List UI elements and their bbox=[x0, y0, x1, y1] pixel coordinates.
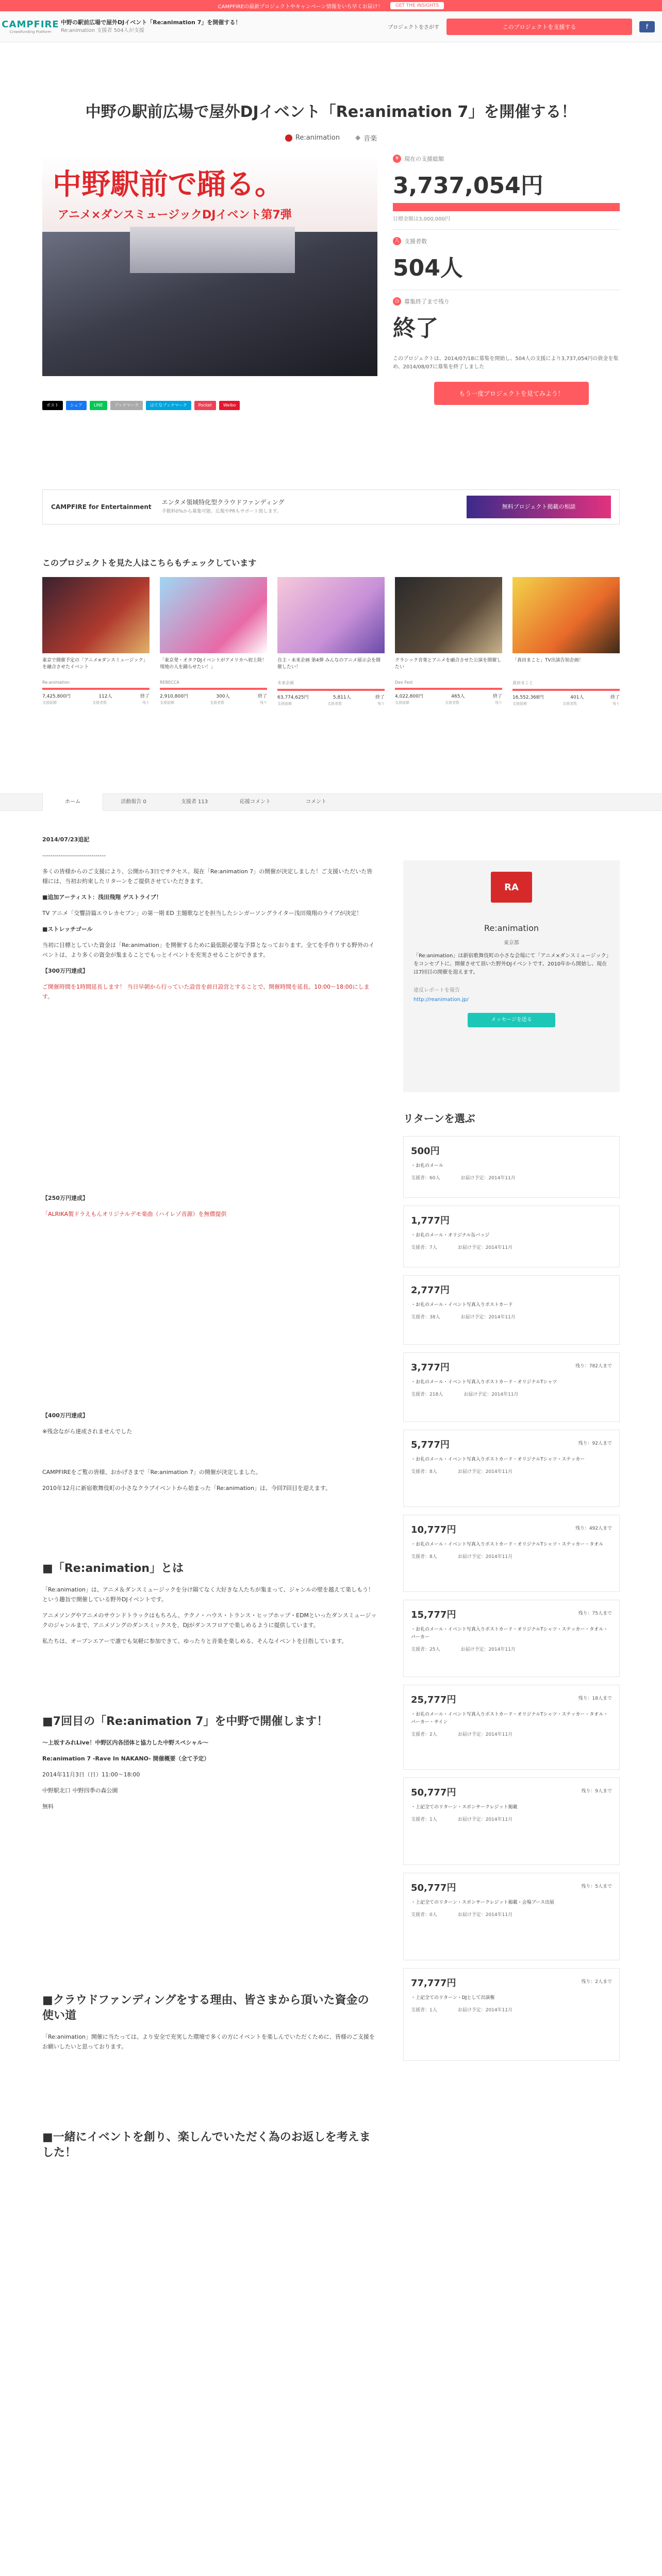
return-delivery: お届け予定：2014年11月 bbox=[457, 1912, 513, 1918]
return-items: ・お礼のメール・イベント写真入りポストカード bbox=[411, 1302, 513, 1308]
return-delivery: お届け予定：2014年11月 bbox=[457, 2008, 513, 2013]
return-meta bbox=[411, 1911, 612, 1918]
report-link[interactable]: 違反レポートを報告 bbox=[413, 988, 460, 993]
remaining-label-text: 募集終了まで残り bbox=[404, 298, 450, 305]
card-labels bbox=[395, 700, 502, 705]
owner-location: 東京都 bbox=[504, 940, 519, 946]
x-share-button[interactable]: ポスト bbox=[42, 401, 63, 410]
project-body bbox=[42, 835, 377, 2169]
card-owner bbox=[160, 680, 267, 685]
return-remaining: 残り：492人まで bbox=[575, 1526, 612, 1531]
banner-left: CAMPFIRE for Entertainment bbox=[51, 503, 152, 511]
body-paragraph: 多くの皆様からのご支援により、公開から3日でサクセス。現在「Re:animation 7」の開催が決定しました！ご支援いただいた皆様には、当初お約束したリターンをご提供させていただきます。 bbox=[42, 868, 373, 885]
card-labels bbox=[160, 700, 267, 705]
return-delivery: お届け予定：2014年11月 bbox=[460, 1315, 516, 1320]
owner-row bbox=[0, 133, 662, 143]
card-backers-label: 支援者数 bbox=[92, 701, 107, 705]
return-remaining: 残り：75人まで bbox=[578, 1611, 612, 1616]
tab-activity[interactable]: 活動報告 0 bbox=[121, 799, 146, 805]
facebook-icon[interactable]: f bbox=[639, 21, 655, 32]
card-amount-label: 支援総額 bbox=[160, 701, 174, 705]
card-nums bbox=[512, 693, 620, 700]
card-owner bbox=[277, 680, 385, 686]
campfire-logo[interactable] bbox=[2, 19, 59, 34]
card-days: 終了 bbox=[375, 695, 385, 700]
card-backers-label: 支援者数 bbox=[445, 701, 459, 705]
return-items: ・上記全てのリターン・スポンサークレジット掲載 bbox=[411, 1805, 518, 1810]
body-image bbox=[42, 1225, 377, 1411]
event-date: 2014年11月3日（日）11:00〜18:00 bbox=[42, 1771, 140, 1778]
card-nums bbox=[160, 692, 267, 699]
card-image bbox=[512, 577, 620, 653]
card-image bbox=[395, 577, 502, 653]
return-remaining: 残り：9人まで bbox=[581, 1789, 612, 1794]
recommend-title: このプロジェクトを見た人はこちらもチェックしています bbox=[42, 558, 257, 568]
body-paragraph: 私たちは、オープンエアーで誰でも気軽に参加できて、ゆったりと音楽を楽しめる、そんなイベントを目指しています。 bbox=[42, 1638, 347, 1645]
return-meta bbox=[411, 1468, 612, 1475]
yen-icon: ¥ bbox=[393, 155, 401, 163]
banner-middle bbox=[162, 498, 456, 516]
body-image bbox=[42, 1652, 377, 1704]
return-backers: 支援者：38人 bbox=[411, 1315, 440, 1320]
card-nums bbox=[395, 692, 502, 699]
return-price: 10,777円 bbox=[411, 1524, 456, 1535]
return-price: 500円 bbox=[411, 1146, 440, 1157]
event-fee: 無料 bbox=[42, 1803, 54, 1810]
amount-label bbox=[393, 155, 620, 163]
return-card[interactable] bbox=[403, 1206, 620, 1267]
backers-label-text: 支援者数 bbox=[404, 238, 427, 245]
card-progress-fill bbox=[395, 688, 502, 690]
card-progress bbox=[277, 689, 385, 691]
campfire-entertainment-banner[interactable] bbox=[42, 489, 620, 524]
card-owner-name: REBECCA bbox=[160, 680, 179, 685]
body-paragraph: TV アニメ「交響詩篇エウレカセブン」の第一期 ED 主題歌などを担当したシンガーソングライター浅田飛翔のライブが決定！ bbox=[42, 910, 362, 917]
return-card[interactable] bbox=[403, 1352, 620, 1422]
return-card[interactable] bbox=[403, 1430, 620, 1507]
page-title: 中野の駅前広場で屋外DJイベント「Re:animation 7」を開催する！ bbox=[85, 103, 577, 121]
card-nums bbox=[277, 693, 385, 700]
return-backers: 支援者：60人 bbox=[411, 1176, 440, 1181]
recommend-grid bbox=[42, 577, 620, 706]
return-price: 1,777円 bbox=[411, 1215, 450, 1226]
card-backers: 401人 bbox=[570, 695, 584, 700]
return-price: 50,777円 bbox=[411, 1883, 456, 1893]
return-price: 3,777円 bbox=[411, 1362, 450, 1373]
banner-middle-title: エンタメ領域特化型クラウドファンディング bbox=[161, 499, 285, 506]
return-meta bbox=[411, 1816, 612, 1822]
return-backers: 支援者：8人 bbox=[411, 1554, 437, 1560]
card-labels bbox=[42, 700, 150, 705]
section-heading: 【250万円達成】 bbox=[42, 1195, 88, 1201]
banner-middle-sub: 手数料0%から募集可能。広報やPRもサポート致します。 bbox=[161, 509, 282, 514]
return-meta bbox=[411, 1391, 612, 1397]
card-owner bbox=[395, 680, 502, 685]
return-card[interactable] bbox=[403, 1136, 620, 1198]
card-backers-label: 支援者数 bbox=[210, 701, 224, 705]
banner-right: 無料プロジェクト掲載の相談 bbox=[467, 496, 611, 518]
amount-value: 3,737,054円 bbox=[393, 173, 543, 199]
body-image bbox=[42, 1499, 377, 1551]
section-title: ■一緒にイベントを創り、楽しんでいただく為のお返しを考えました！ bbox=[42, 2131, 371, 2159]
card-amount-label: 支援総額 bbox=[395, 701, 409, 705]
card-title: 自主・未来企画 第4弾 みんなのアニメ展示会を開催したい！ bbox=[277, 658, 380, 670]
category-name: 音楽 bbox=[363, 135, 377, 143]
card-progress bbox=[42, 688, 150, 690]
return-delivery: お届け予定：2014年11月 bbox=[457, 1732, 513, 1737]
hero-big-text: 中野駅前で踊る。 bbox=[53, 167, 284, 201]
recommend-card[interactable] bbox=[395, 577, 502, 706]
return-delivery: お届け予定：2014年11月 bbox=[464, 1392, 519, 1397]
section-title: ■7回目の「Re:animation 7」を中野で開催します！ bbox=[42, 1715, 328, 1728]
return-delivery: お届け予定：2014年11月 bbox=[457, 1554, 513, 1560]
section-heading: 【300万円達成】 bbox=[42, 968, 88, 974]
return-meta bbox=[411, 1553, 612, 1560]
return-card[interactable] bbox=[403, 1968, 620, 2061]
card-owner bbox=[42, 680, 150, 685]
header-project-title: 中野の駅前広場で屋外DJイベント「Re:animation 7」を開催する！ bbox=[61, 19, 241, 26]
view-project-again-button[interactable]: もう一度プロジェクトを見てみよう！ bbox=[434, 382, 589, 405]
card-image bbox=[277, 577, 385, 653]
card-owner-name: 真田まこと bbox=[512, 681, 533, 685]
card-owner-name: 未来企画 bbox=[277, 681, 294, 685]
recommend-card[interactable] bbox=[160, 577, 267, 706]
facebook-share-button[interactable]: シェア bbox=[66, 401, 87, 410]
card-amount: 4,022,800円 bbox=[395, 694, 423, 699]
body-paragraph: CAMPFIREをご覧の皆様、おかげさまで「Re:animation 7」の開催が決定しました。 bbox=[42, 1469, 261, 1476]
project-tabs bbox=[42, 793, 346, 811]
hero-image bbox=[42, 155, 377, 376]
card-amount-label: 支援総額 bbox=[512, 702, 527, 706]
owner-avatar-icon bbox=[285, 134, 292, 142]
send-message-button[interactable]: メッセージを送る bbox=[468, 1013, 555, 1027]
header-project-sub: Re:animation 支援者 504人が支援 bbox=[61, 27, 144, 33]
section-heading: ■ストレッチゴール bbox=[42, 926, 93, 933]
owner-profile bbox=[403, 860, 620, 1092]
progress-fill bbox=[393, 203, 620, 211]
body-paragraph: 当初に目標としていた資金は「Re:animation」を開催するために最低限必要な予算となっております。全てを手作りする野外のイベントは、より多くの資金が集まることでもっとイベントを充実させることができます。 bbox=[42, 942, 375, 958]
return-delivery: お届け予定：2014年11月 bbox=[460, 1176, 516, 1181]
card-backers: 300人 bbox=[216, 694, 230, 699]
return-backers: 支援者：7人 bbox=[411, 1245, 437, 1250]
owner-logo[interactable]: RA bbox=[491, 872, 532, 903]
return-price: 25,777円 bbox=[411, 1694, 456, 1705]
return-meta bbox=[411, 1313, 612, 1320]
people-icon: 人 bbox=[393, 237, 401, 245]
card-days-label: 残り bbox=[495, 701, 502, 705]
card-amount: 2,910,800円 bbox=[160, 694, 188, 699]
card-amount-label: 支援総額 bbox=[277, 702, 292, 706]
return-remaining: 残り：2人まで bbox=[581, 1979, 612, 1985]
card-amount: 63,774,625円 bbox=[277, 695, 309, 700]
tab-comments[interactable]: コメント bbox=[306, 799, 326, 805]
section-heading: ■追加アーティスト：浅田飛翔 ゲストライブ！ bbox=[42, 894, 162, 901]
divider-line: ------------------------------- bbox=[42, 852, 106, 859]
card-amount-label: 支援総額 bbox=[42, 701, 57, 705]
backers-value: 504人 bbox=[393, 255, 463, 281]
category-link[interactable] bbox=[355, 133, 377, 143]
return-price: 2,777円 bbox=[411, 1285, 450, 1296]
return-card[interactable] bbox=[403, 1275, 620, 1345]
card-owner bbox=[512, 680, 620, 686]
card-backers: 465人 bbox=[451, 694, 465, 699]
return-backers: 支援者：2人 bbox=[411, 1732, 437, 1737]
body-image bbox=[42, 1818, 377, 1982]
card-backers-label: 支援者数 bbox=[327, 702, 342, 706]
search-projects-link[interactable]: プロジェクトをさがす bbox=[388, 25, 439, 30]
logo-mark: CAMPFIRE bbox=[2, 19, 59, 30]
bookmark-button[interactable]: ブックマーク bbox=[110, 401, 143, 410]
return-remaining: 残り：782人まで bbox=[575, 1364, 612, 1369]
card-title: 「東京発・オタクDJイベントがアメリカへ初上陸！現地の人を踊らせたい！」 bbox=[160, 658, 267, 670]
return-card[interactable] bbox=[403, 1600, 620, 1677]
notice-bar bbox=[0, 0, 662, 11]
card-days: 終了 bbox=[140, 694, 150, 699]
logo-sub: Crowdfunding Platform bbox=[9, 30, 52, 34]
return-items: ・お礼のメール・イベント写真入りポストカード・オリジナルTシャツ・ステッカー・タオル bbox=[411, 1542, 604, 1547]
return-backers: 支援者：8人 bbox=[411, 1469, 437, 1475]
card-backers: 112人 bbox=[98, 694, 112, 699]
return-remaining: 残り：92人まで bbox=[578, 1441, 612, 1446]
remaining-label bbox=[393, 297, 620, 306]
body-image bbox=[42, 2058, 377, 2120]
hero-stage bbox=[130, 227, 295, 273]
card-days-label: 残り bbox=[142, 701, 150, 705]
card-owner-name: Dex Fest bbox=[395, 680, 413, 685]
return-delivery: お届け予定：2014年11月 bbox=[457, 1817, 513, 1822]
website-link[interactable]: http://reanimation.jp/ bbox=[413, 997, 469, 1003]
notice-text: CAMPFIREの最新プロジェクトやキャンペーン情報をいち早くお届け！ bbox=[218, 4, 383, 10]
notice-button[interactable]: GET THE INSIGHTS bbox=[390, 2, 444, 9]
update-date: 2014/07/23追記 bbox=[42, 836, 90, 843]
return-card[interactable] bbox=[403, 1873, 620, 1960]
return-delivery: お届け予定：2014年11月 bbox=[460, 1647, 516, 1652]
return-items: ・お礼のメール・オリジナル缶バッジ bbox=[411, 1233, 490, 1238]
card-nums bbox=[42, 692, 150, 699]
body-paragraph: ※残念ながら達成されませんでした bbox=[42, 1428, 133, 1435]
return-items: ・お礼のメール・イベント写真入りポストカード・オリジナルTシャツ・ステッカー bbox=[411, 1457, 585, 1462]
weibo-button[interactable]: Weibo bbox=[219, 401, 240, 410]
card-progress-fill bbox=[277, 689, 385, 691]
card-amount: 16,552,368円 bbox=[512, 695, 544, 700]
return-meta bbox=[411, 1244, 612, 1250]
card-title: 「真田まこと」TV出演告知企画！ bbox=[512, 658, 584, 663]
hatena-button[interactable]: はてなブックマーク bbox=[146, 401, 191, 410]
return-meta bbox=[411, 1731, 612, 1737]
card-image bbox=[42, 577, 150, 653]
recommend-card[interactable] bbox=[277, 577, 385, 706]
return-items: ・上記全てのリターン・DJとして出演権 bbox=[411, 1995, 495, 2001]
return-backers: 支援者：1人 bbox=[411, 1817, 437, 1822]
card-amount: 7,425,800円 bbox=[42, 694, 71, 699]
card-progress bbox=[160, 688, 267, 690]
card-days-label: 残り bbox=[613, 702, 620, 706]
event-name: Re:animation 7 -Rave In NAKANO- 開催概要（全て予定） bbox=[42, 1755, 210, 1762]
owner-description: 「Re:animation」は新宿歌舞伎町の小さな会場にて「アニメ×ダンスミュージック」をコンセプトに、開催させて頂いた野外DJイベントです。2010年から開始し、現在は7回目の開催を迎えます。 bbox=[413, 953, 609, 975]
body-paragraph: 「Re:animation」は、アニメ＆ダンスミュージックを分け隔てなく大好きな人たちが集まって、ジャンルの壁を越えて楽しもう！という趣旨で開催している野外DJイベントです。 bbox=[42, 1586, 374, 1603]
card-days: 終了 bbox=[610, 695, 620, 700]
return-items: ・お礼のメール・イベント写真入りポストカード・オリジナルTシャツ・ステッカー・タオル・パーカー・サイン bbox=[411, 1712, 608, 1725]
return-price: 50,777円 bbox=[411, 1787, 456, 1798]
return-price: 5,777円 bbox=[411, 1439, 450, 1450]
card-progress-fill bbox=[512, 689, 620, 691]
return-meta bbox=[411, 1646, 612, 1652]
return-price: 77,777円 bbox=[411, 1978, 456, 1989]
owner-profile-name[interactable]: Re:animation bbox=[484, 923, 539, 933]
body-paragraph: 「ALRIKA製ドラえもんオリジナルデモ楽曲（ハイレゾ音源）を無償提供 bbox=[42, 1211, 227, 1217]
return-remaining: 残り：18人まで bbox=[578, 1696, 612, 1701]
return-card[interactable] bbox=[403, 1515, 620, 1592]
line-share-button[interactable]: LINE bbox=[90, 401, 107, 410]
owner-link[interactable] bbox=[285, 133, 340, 143]
card-progress bbox=[395, 688, 502, 690]
return-items: ・上記全てのリターン・スポンサークレジット掲載・会場ブース出展 bbox=[411, 1900, 554, 1905]
return-items: ・お礼のメール bbox=[411, 1163, 443, 1168]
card-labels bbox=[277, 701, 385, 706]
clock-icon: ◷ bbox=[393, 297, 401, 306]
card-days-label: 残り bbox=[377, 702, 385, 706]
card-progress-fill bbox=[160, 688, 267, 690]
body-paragraph: アニメソングやアニメのサウンドトラックはもちろん、テクノ・ハウス・トランス・ヒップホップ・EDMといったダンスミュージックのジャンルまで、アニメソングのダンスミックスを、DJがダンスフロアで楽しめるように提供しています。 bbox=[42, 1612, 377, 1629]
section-title: ■「Re:animation」とは bbox=[42, 1562, 184, 1575]
tab-support-comments[interactable]: 応援コメント bbox=[240, 799, 271, 805]
backers-label bbox=[393, 237, 620, 245]
return-meta bbox=[411, 1174, 612, 1181]
card-labels bbox=[512, 701, 620, 706]
section-heading: 【400万円達成】 bbox=[42, 1412, 88, 1419]
progress-bar bbox=[393, 203, 620, 211]
return-items: ・お礼のメール・イベント写真入りポストカード・オリジナルTシャツ bbox=[411, 1380, 557, 1385]
card-title: 東京で開催予定の「アニメ×ダンスミュージック」を融合させたイベント bbox=[42, 658, 148, 670]
section-title: ■クラウドファンディングをする理由、皆さまから頂いた資金の使い道 bbox=[42, 1994, 369, 2022]
body-paragraph: ご開催時間を1時間延長します！ 当日早朝から行っていた設営を前日設営とすることで、開催時間を延長。10:00〜18:00にします。 bbox=[42, 984, 370, 1000]
return-backers: 支援者：25人 bbox=[411, 1647, 440, 1652]
site-header bbox=[0, 11, 662, 42]
card-image bbox=[160, 577, 267, 653]
returns-title: リターンを選ぶ bbox=[403, 1112, 475, 1125]
tab-home[interactable]: ホーム bbox=[42, 793, 103, 811]
header-support-button[interactable]: このプロジェクトを支援する bbox=[446, 19, 632, 35]
return-price: 15,777円 bbox=[411, 1609, 456, 1620]
return-meta bbox=[411, 2006, 612, 2013]
card-progress bbox=[512, 689, 620, 691]
card-days-label: 残り bbox=[260, 701, 267, 705]
card-progress-fill bbox=[42, 688, 150, 690]
tag-icon: ◆ bbox=[355, 134, 361, 142]
goal-text: 目標金額は3,000,000円 bbox=[393, 216, 450, 222]
body-paragraph: 「Re:animation」開催に当たっては、より安全で充実した環境で多くの方にイベントを楽しんでいただくために、皆様のご支援をお願いしたいと思っております。 bbox=[42, 2033, 375, 2050]
card-backers-label: 支援者数 bbox=[562, 702, 577, 706]
return-backers: 支援者：0人 bbox=[411, 1912, 437, 1918]
body-paragraph: 2010年12月に新宿歌舞伎町の小さなクラブイベントから始まった「Re:animation」は、今回7回目を迎えます。 bbox=[42, 1485, 332, 1492]
body-subtitle: 〜上坂すみれLive！中野区内各団体と協力した中野スペシャル〜 bbox=[42, 1739, 209, 1746]
owner-links bbox=[413, 986, 609, 1005]
return-delivery: お届け予定：2014年11月 bbox=[457, 1469, 513, 1475]
return-card[interactable] bbox=[403, 1777, 620, 1865]
return-backers: 支援者：218人 bbox=[411, 1392, 443, 1397]
divider bbox=[393, 229, 620, 230]
card-title: クラシック音楽とアニメを融合させた公演を開催したい bbox=[395, 658, 502, 670]
card-backers: 5,811人 bbox=[333, 695, 351, 700]
return-card[interactable] bbox=[403, 1685, 620, 1770]
recommend-card[interactable] bbox=[42, 577, 150, 706]
finished-note: このプロジェクトは、2014/07/18に募集を開始し、504人の支援により3,737,054円の資金を集め、2014/08/07に募集を終了しました bbox=[393, 356, 619, 370]
return-remaining: 残り：5人まで bbox=[581, 1884, 612, 1889]
return-delivery: お届け予定：2014年11月 bbox=[457, 1245, 513, 1250]
hero-small-text: アニメ×ダンスミュージックDJイベント第7弾 bbox=[58, 209, 292, 222]
header-project-info bbox=[61, 19, 380, 35]
return-backers: 支援者：1人 bbox=[411, 2008, 437, 2013]
body-image bbox=[42, 1008, 377, 1193]
remaining-value: 終了 bbox=[393, 315, 438, 342]
amount-label-text: 現在の支援総額 bbox=[404, 156, 444, 162]
share-row bbox=[42, 401, 240, 410]
recommend-card[interactable] bbox=[512, 577, 620, 706]
tab-backers[interactable]: 支援者 113 bbox=[180, 799, 208, 805]
card-owner-name: Re:animation bbox=[42, 680, 70, 685]
card-days: 終了 bbox=[257, 694, 267, 699]
return-items: ・お礼のメール・イベント写真入りポストカード・オリジナルTシャツ・ステッカー・タオル・パーカー bbox=[411, 1627, 608, 1640]
card-days: 終了 bbox=[492, 694, 502, 699]
pocket-button[interactable]: Pocket bbox=[194, 401, 216, 410]
stats-panel bbox=[393, 155, 620, 405]
event-place: 中野駅北口 中野四季の森公園 bbox=[42, 1787, 118, 1794]
owner-name: Re:animation bbox=[295, 134, 340, 142]
